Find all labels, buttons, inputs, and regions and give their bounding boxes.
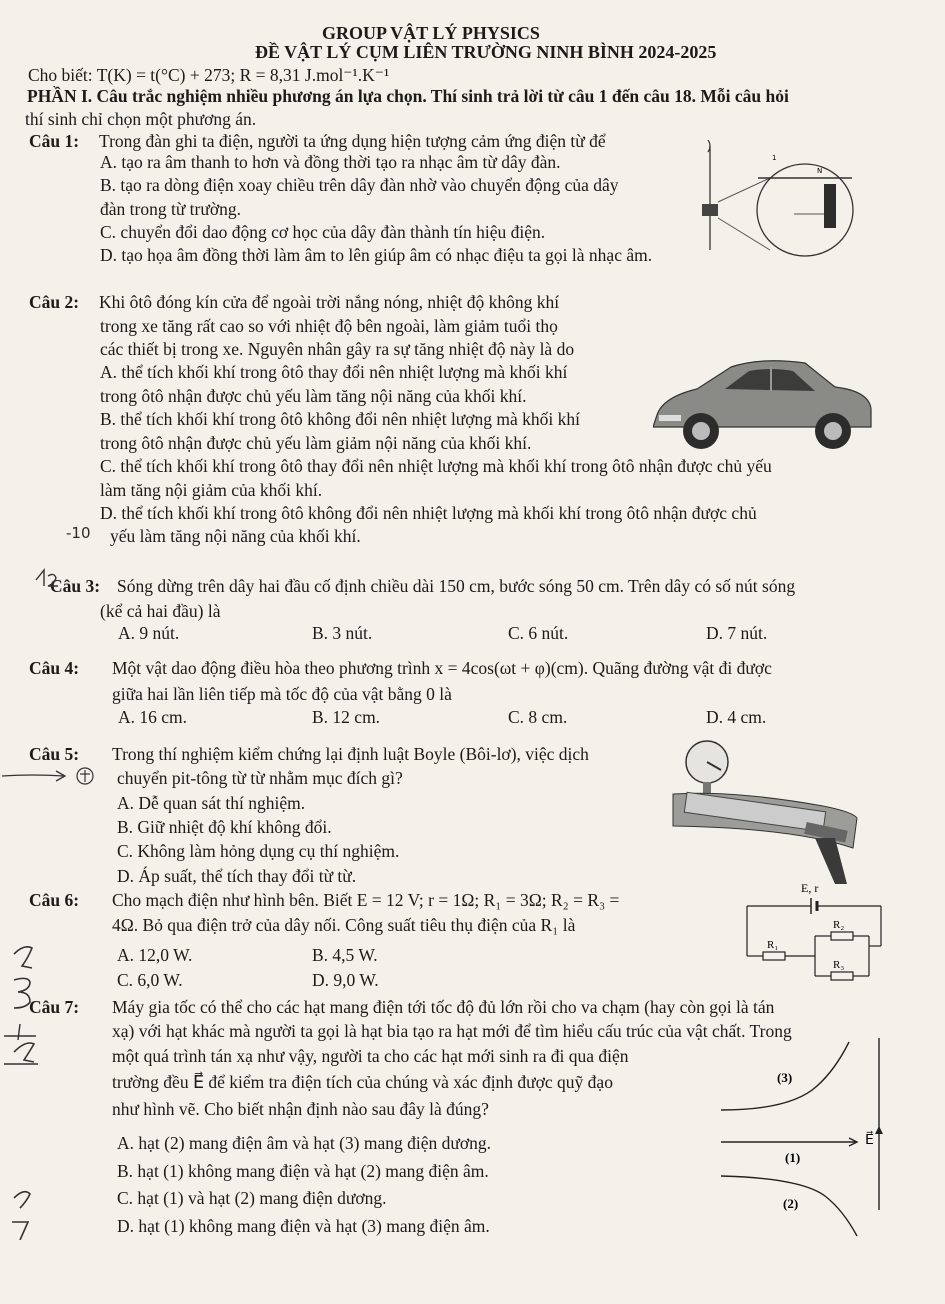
q2-label: Câu 2:	[29, 292, 80, 312]
q6-option-c: C. 6,0 W.	[117, 970, 183, 990]
q6-option-a: A. 12,0 W.	[117, 945, 193, 965]
q6-stem-1: Cho mạch điện như hình bên. Biết E = 12 V; r = 1Ω; R₁ = 3Ω; R₂ = R₃ =	[112, 890, 620, 910]
q5-option-c: C. Không làm hỏng dụng cụ thí nghiệm.	[117, 841, 400, 861]
group-title: GROUP VẬT LÝ PHYSICS	[322, 23, 540, 43]
handwritten-note: -10	[66, 524, 91, 542]
svg-text:N: N	[817, 167, 823, 175]
margin-marks	[0, 940, 60, 1240]
r3-label: R₃	[833, 959, 845, 971]
q1-option-d: D. tạo họa âm đồng thời làm âm to lên giúp âm có nhạc điệu ta gọi là nhạc âm.	[100, 245, 653, 265]
q2-stem-3: các thiết bị trong xe. Nguyên nhân gây ra sự tăng nhiệt độ này là do	[100, 339, 575, 359]
q3-stem-2: (kể cả hai đầu) là	[100, 601, 221, 621]
exam-title: ĐỀ VẬT LÝ CỤM LIÊN TRƯỜNG NINH BÌNH 2024-2025	[255, 42, 717, 62]
q6-option-b: B. 4,5 W.	[312, 945, 378, 965]
q4-option-c: C. 8 cm.	[508, 707, 568, 727]
q3-option-d: D. 7 nút.	[706, 623, 768, 643]
q2-stem-1: Khi ôtô đóng kín cửa để ngoài trời nắng nóng, nhiệt độ không khí	[99, 292, 560, 312]
part-heading: PHẦN I. Câu trắc nghiệm nhiều phương án lựa chọn. Thí sinh trả lời từ câu 1 đến câu 18. Mỗi câu hỏi	[27, 86, 789, 106]
q3-stem-1: Sóng dừng trên dây hai đầu cố định chiều dài 150 cm, bước sóng 50 cm. Trên dây có số nút sóng	[117, 576, 796, 596]
q7-option-a: A. hạt (2) mang điện âm và hạt (3) mang điện dương.	[117, 1133, 491, 1153]
particle-1-label: (1)	[785, 1150, 801, 1165]
q7-option-c: C. hạt (1) và hạt (2) mang điện dương.	[117, 1188, 387, 1208]
q3-option-a: A. 9 nút.	[118, 623, 180, 643]
r1-label: R₁	[767, 939, 779, 951]
source-label: E, r	[801, 881, 819, 895]
given-constants: Cho biết: T(K) = t(°C) + 273; R = 8,31 J.mol⁻¹.K⁻¹	[28, 65, 390, 85]
q3-option-c: C. 6 nút.	[508, 623, 569, 643]
q5-option-b: B. Giữ nhiệt độ khí không đổi.	[117, 817, 332, 837]
q3-label: Câu 3:	[50, 576, 101, 596]
q7-stem-2: xạ) với hạt khác mà người ta gọi là hạt bia tạo ra hạt mới để tìm hiểu cấu trúc của vật chất. Trong	[112, 1021, 792, 1041]
q1-label: Câu 1:	[29, 131, 80, 151]
q6-option-d: D. 9,0 W.	[312, 970, 379, 990]
q2-option-c: C. thể tích khối khí trong ôtô thay đổi nên nhiệt lượng mà khối khí trong ôtô nhận được chủ yếu	[100, 456, 772, 476]
q4-label: Câu 4:	[29, 658, 80, 678]
q4-stem-1: Một vật dao động điều hòa theo phương trình x = 4cos(ωt + φ)(cm). Quãng đường vật đi được	[112, 658, 772, 678]
q7-label: Câu 7:	[29, 997, 80, 1017]
q4-option-a: A. 16 cm.	[118, 707, 188, 727]
boyle-apparatus-figure	[665, 738, 865, 888]
q1-option-a: A. tạo ra âm thanh to hơn và đồng thời tạo ra nhạc âm từ dây đàn.	[100, 152, 561, 172]
guitar-pickup-figure	[690, 140, 860, 260]
q1-option-c: C. chuyển đổi dao động cơ học của dây đàn thành tín hiệu điện.	[100, 222, 546, 242]
q4-option-d: D. 4 cm.	[706, 707, 767, 727]
svg-text:1: 1	[772, 154, 777, 162]
q6-stem-2: 4Ω. Bỏ qua điện trở của dây nối. Công suất tiêu thụ điện của R₁ là	[112, 915, 576, 935]
margin-mark-q3	[30, 558, 70, 598]
particle-3-label: (3)	[777, 1070, 793, 1085]
q6-label: Câu 6:	[29, 890, 80, 910]
handwritten-arrow	[0, 762, 100, 792]
r2-label: R₂	[833, 919, 845, 931]
q1-stem: Trong đàn ghi ta điện, người ta ứng dụng hiện tượng cảm ứng điện từ để	[99, 131, 606, 151]
q2-option-a-cont: trong ôtô nhận được chủ yếu làm tăng nội năng của khối khí.	[100, 386, 527, 406]
q4-option-b: B. 12 cm.	[312, 707, 381, 727]
particle-2-label: (2)	[783, 1196, 799, 1211]
q1-option-b-cont: đàn trong từ trường.	[100, 199, 241, 219]
q4-stem-2: giữa hai lần liên tiếp mà tốc độ của vật bằng 0 là	[112, 684, 452, 704]
q2-option-b-cont: trong ôtô nhận được chủ yếu làm giảm nội năng của khối khí.	[100, 433, 532, 453]
q2-option-b: B. thể tích khối khí trong ôtô không đổi nên nhiệt lượng mà khối khí	[100, 409, 581, 429]
q5-option-d: D. Áp suất, thể tích thay đổi từ từ.	[117, 866, 357, 886]
q5-stem-1: Trong thí nghiệm kiểm chứng lại định luật Boyle (Bôi-lơ), việc dịch	[112, 744, 589, 764]
q7-stem-1: Máy gia tốc có thể cho các hạt mang điện tới tốc độ đủ lớn rồi cho va chạm (hay còn gọi là tán	[112, 997, 775, 1017]
q7-option-b: B. hạt (1) không mang điện và hạt (2) mang điện âm.	[117, 1161, 489, 1181]
q5-option-a: A. Dễ quan sát thí nghiệm.	[117, 793, 306, 813]
q1-option-b: B. tạo ra dòng điện xoay chiều trên dây đàn nhờ vào chuyển động của dây	[100, 175, 619, 195]
q7-stem-3: một quá trình tán xạ như vậy, người ta cho các hạt mới sinh ra đi qua điện	[112, 1046, 629, 1066]
q2-option-d: D. thể tích khối khí trong ôtô không đổi nên nhiệt lượng mà khối khí trong ôtô nhận được chủ	[100, 503, 757, 523]
q7-stem-5: như hình vẽ. Cho biết nhận định nào sau đây là đúng?	[112, 1099, 489, 1119]
q5-label: Câu 5:	[29, 744, 80, 764]
particle-trajectory-figure	[715, 1030, 895, 1240]
car-illustration	[653, 345, 873, 457]
part-instruction: thí sinh chỉ chọn một phương án.	[25, 109, 257, 129]
q2-option-a: A. thể tích khối khí trong ôtô thay đổi nên nhiệt lượng mà khối khí	[100, 362, 568, 382]
field-label: E⃗	[865, 1133, 874, 1148]
q2-option-d-cont: yếu làm tăng nội năng của khối khí.	[110, 526, 361, 546]
q3-option-b: B. 3 nút.	[312, 623, 373, 643]
q2-stem-2: trong xe tăng rất cao so với nhiệt độ bên ngoài, làm giảm tuổi thọ	[100, 316, 558, 336]
q5-stem-2: chuyển pit-tông từ từ nhằm mục đích gì?	[117, 768, 403, 788]
q2-option-c-cont: làm tăng nội giảm của khối khí.	[100, 480, 323, 500]
q7-option-d: D. hạt (1) không mang điện và hạt (3) mang điện âm.	[117, 1216, 490, 1236]
q7-stem-4: trường đều E⃗ để kiểm tra điện tích của chúng và xác định được quỹ đạo	[112, 1072, 613, 1092]
circuit-figure	[745, 880, 885, 990]
